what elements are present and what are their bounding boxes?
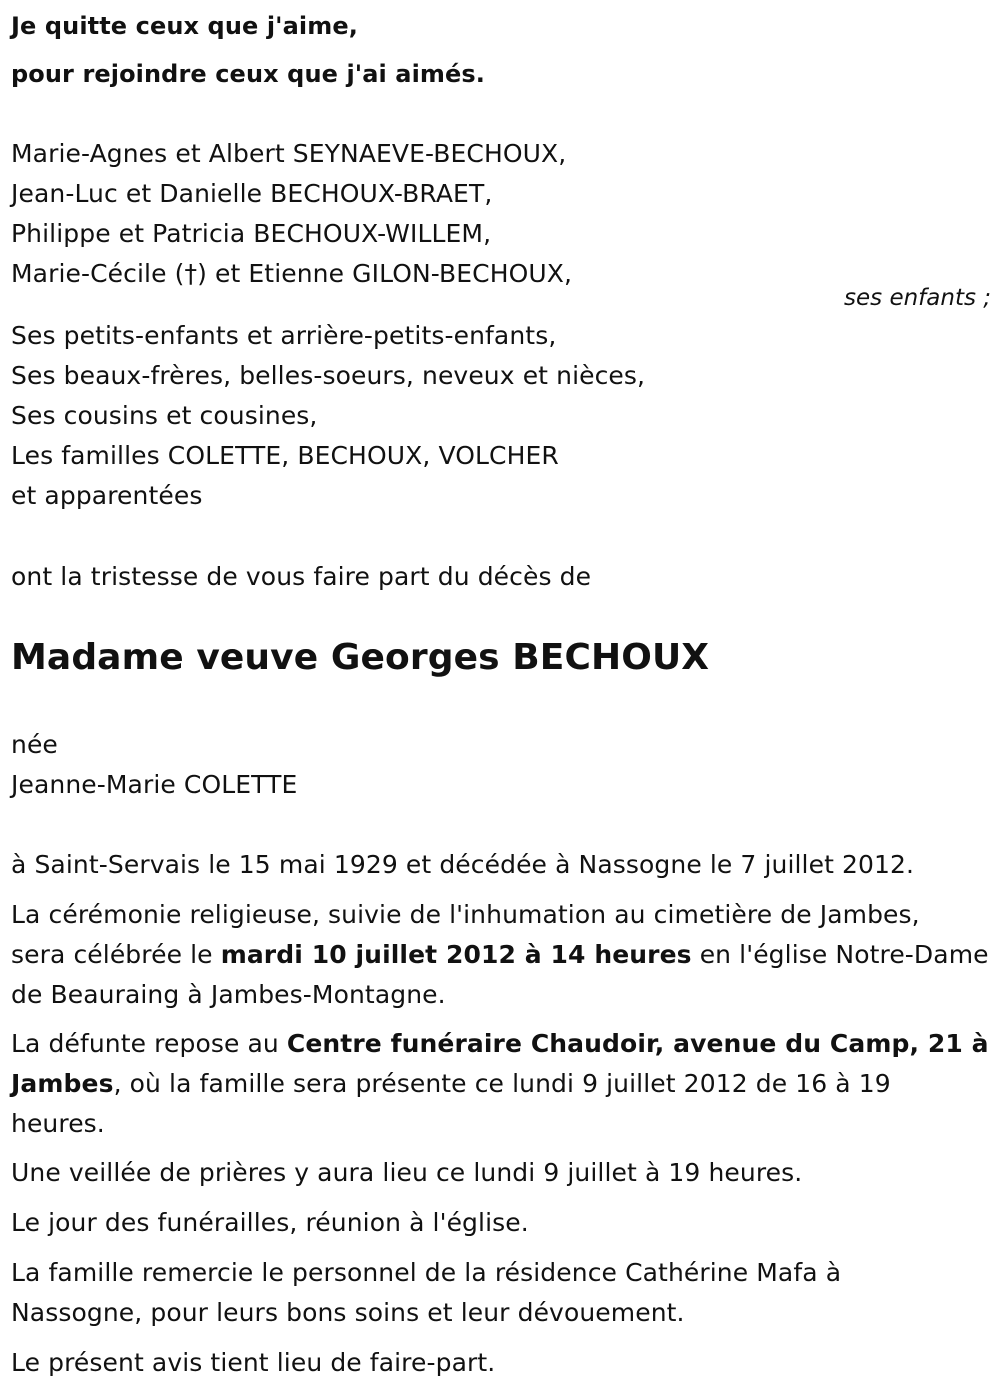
birth-death-paragraph: à Saint-Servais le 15 mai 1929 et décédée à Nassogne le 7 juillet 2012. xyxy=(11,850,915,879)
quote-line-2: pour rejoindre ceux que j'ai aimés. xyxy=(11,60,486,88)
relative-line: Ses petits-enfants et arrière-petits-enfants, xyxy=(11,321,557,350)
relative-line: Les familles COLETTE, BECHOUX, VOLCHER xyxy=(11,441,559,470)
repose-line-1 xyxy=(11,1024,989,1064)
child-line: Marie-Cécile (†) et Etienne GILON-BECHOUX, xyxy=(11,259,573,288)
thanks-line-1: La famille remercie le personnel de la résidence Cathérine Mafa à xyxy=(11,1258,842,1287)
quote-line-1: Je quitte ceux que j'aime, xyxy=(11,12,358,40)
ceremony-datetime: mardi 10 juillet 2012 à 14 heures xyxy=(220,940,692,969)
ceremony-line-1: La cérémonie religieuse, suivie de l'inhumation au cimetière de Jambes, xyxy=(11,900,920,929)
vigil-paragraph: Une veillée de prières y aura lieu ce lundi 9 juillet à 19 heures. xyxy=(11,1158,803,1187)
ceremony-text: en l'église Notre-Dame xyxy=(691,940,989,969)
child-line: Jean-Luc et Danielle BECHOUX-BRAET, xyxy=(11,179,493,208)
meeting-paragraph: Le jour des funérailles, réunion à l'église. xyxy=(11,1208,529,1237)
nee-label: née xyxy=(11,730,58,759)
repose-text: La défunte repose au xyxy=(11,1029,287,1058)
birth-name: Jeanne-Marie COLETTE xyxy=(11,770,298,799)
children-relation-label: ses enfants ; xyxy=(844,285,991,311)
repose-text: , où la famille sera présente ce lundi 9 juillet 2012 de 16 à 19 xyxy=(113,1069,891,1098)
repose-location: Jambes xyxy=(11,1069,114,1098)
repose-line-2 xyxy=(11,1064,891,1104)
child-line: Marie-Agnes et Albert SEYNAEVE-BECHOUX, xyxy=(11,139,567,168)
ceremony-line-3: de Beauraing à Jambes-Montagne. xyxy=(11,980,446,1009)
deceased-name: Madame veuve Georges BECHOUX xyxy=(11,637,710,678)
ceremony-text: sera célébrée le xyxy=(11,940,221,969)
relative-line: et apparentées xyxy=(11,481,203,510)
relative-line: Ses cousins et cousines, xyxy=(11,401,318,430)
repose-line-3: heures. xyxy=(11,1109,105,1138)
relative-line: Ses beaux-frères, belles-soeurs, neveux et nièces, xyxy=(11,361,646,390)
child-line: Philippe et Patricia BECHOUX-WILLEM, xyxy=(11,219,492,248)
ceremony-line-2 xyxy=(11,935,989,975)
announcement-text: ont la tristesse de vous faire part du décès de xyxy=(11,562,592,591)
repose-location: Centre funéraire Chaudoir, avenue du Camp, 21 à xyxy=(286,1029,989,1058)
thanks-line-2: Nassogne, pour leurs bons soins et leur dévouement. xyxy=(11,1298,685,1327)
closing-paragraph: Le présent avis tient lieu de faire-part. xyxy=(11,1348,496,1377)
